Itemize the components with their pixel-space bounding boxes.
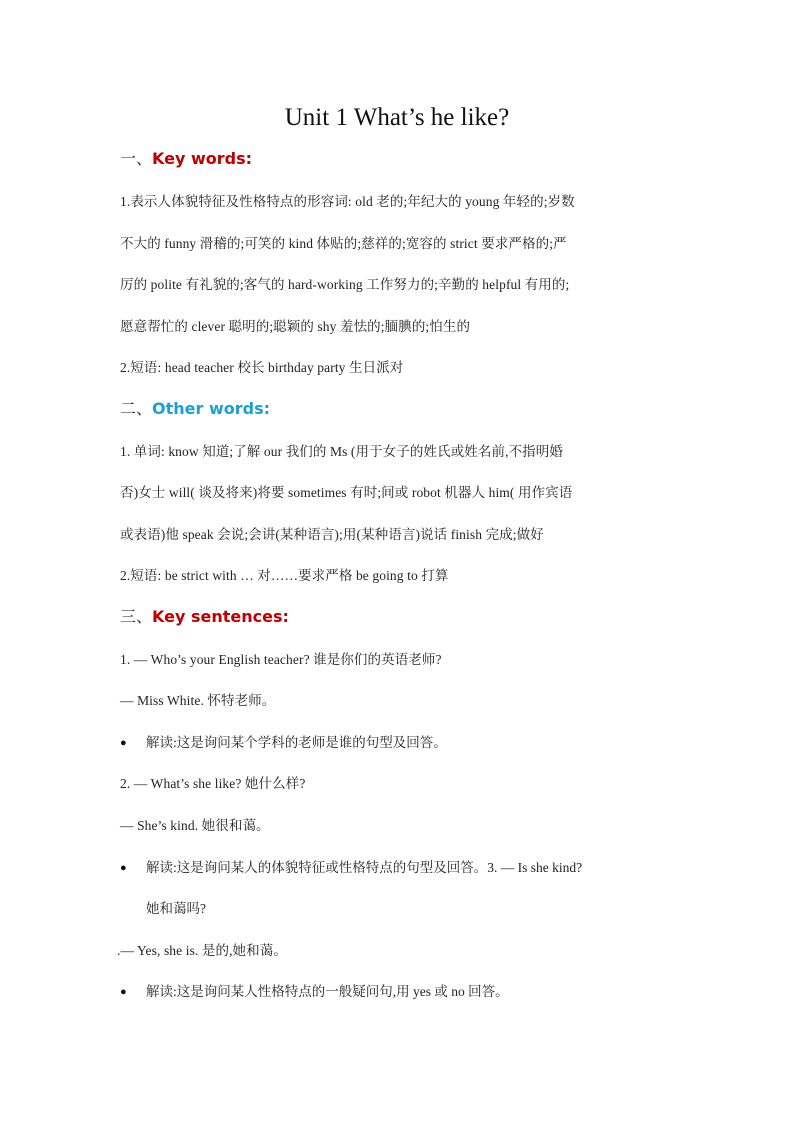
explanation-continuation: 她和蔼吗?: [146, 901, 206, 916]
key-words-line-2: 不大的 funny 滑稽的;可笑的 kind 体贴的;慈祥的;宽容的 strict 要求严格的;严: [120, 236, 567, 251]
bullet-icon: ●: [120, 986, 127, 998]
section-label: Other words:: [152, 399, 271, 418]
sentence-answer-1: — Miss White. 怀特老师。: [120, 693, 276, 708]
bullet-icon: ●: [120, 737, 127, 749]
sentence-answer-3: .— Yes, she is. 是的,她和蔼。: [117, 943, 287, 958]
section-heading-key-words: [120, 148, 252, 170]
explanation-text: 解读:这是询问某人性格特点的一般疑问句,用 yes 或 no 回答。: [146, 984, 509, 999]
sentence-question-1: 1. — Who’s your English teacher? 谁是你们的英语老师?: [120, 652, 442, 667]
key-words-line-1: 1.表示人体貌特征及性格特点的形容词: old 老的;年纪大的 young 年轻的;岁数: [120, 194, 575, 209]
section-label: Key words:: [152, 149, 253, 168]
explanation-bullet-2: [120, 857, 680, 879]
page-title: Unit 1 What’s he like?: [284, 104, 510, 131]
other-words-line-3: 或表语)他 speak 会说;会讲(某种语言);用(某种语言)说话 finish 完成;做好: [120, 527, 544, 542]
other-words-phrases: 2.短语: be strict with … 对……要求严格 be going to 打算: [120, 568, 449, 583]
other-words-line-2: 否)女士 will( 谈及将来)将要 sometimes 有时;间或 robot 机器人 him( 用作宾语: [120, 485, 573, 500]
explanation-bullet-3: [120, 981, 680, 1003]
section-number: 二、: [120, 399, 153, 418]
explanation-text: 解读:这是询问某人的体貌特征或性格特点的句型及回答。3. — Is she kind?: [146, 860, 583, 875]
section-heading-other-words: [120, 398, 270, 420]
key-words-line-4: 愿意帮忙的 clever 聪明的;聪颖的 shy 羞怯的;腼腆的;怕生的: [120, 319, 471, 334]
bullet-icon: ●: [120, 862, 127, 874]
sentence-question-2: 2. — What’s she like? 她什么样?: [120, 776, 306, 791]
explanation-text: 解读:这是询问某个学科的老师是谁的句型及回答。: [146, 735, 447, 750]
key-words-line-3: 厉的 polite 有礼貌的;客气的 hard-working 工作努力的;辛勤的 helpful 有用的;: [120, 277, 570, 292]
sentence-answer-2: — She’s kind. 她很和蔼。: [120, 818, 270, 833]
section-number: 三、: [120, 607, 153, 626]
section-number: 一、: [120, 149, 153, 168]
section-heading-key-sentences: [120, 606, 289, 628]
other-words-line-1: 1. 单词: know 知道;了解 our 我们的 Ms (用于女子的姓氏或姓名前,不指明婚: [120, 444, 563, 459]
explanation-bullet-1: [120, 732, 680, 754]
section-label: Key sentences:: [152, 607, 289, 626]
key-words-phrases: 2.短语: head teacher 校长 birthday party 生日派对: [120, 360, 404, 375]
